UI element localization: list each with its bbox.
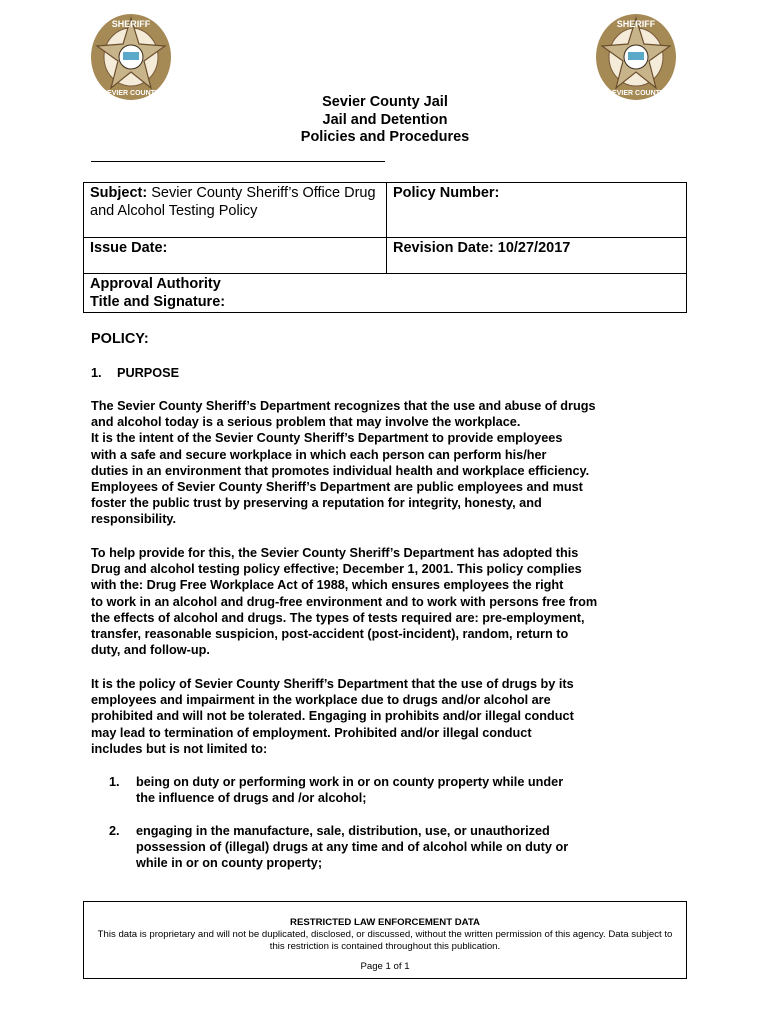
heading-line-1: Sevier County Jail <box>322 94 448 110</box>
paragraph-3 <box>91 676 661 757</box>
list-item-line: while in or on county property; <box>136 856 323 871</box>
svg-text:SHERIFF: SHERIFF <box>616 19 656 29</box>
paragraph-2 <box>91 545 661 658</box>
policy-heading: POLICY: <box>91 331 149 347</box>
paragraph-line: It is the intent of the Sevier County Sheriff’s Department to provide employees <box>91 431 563 446</box>
policy-number-cell: Policy Number: <box>387 183 687 238</box>
paragraph-line: The Sevier County Sheriff’s Department recognizes that the use and abuse of drugs <box>91 399 596 413</box>
list-item-number: 1. <box>109 775 120 789</box>
document-heading <box>0 94 770 147</box>
subject-value: Sevier County Sheriff’s Office Drug and Alcohol Testing Policy <box>90 185 376 219</box>
svg-text:SEVIER COUNTY: SEVIER COUNTY <box>102 90 160 97</box>
paragraph-line: to work in an alcohol and drug-free environment and to work with persons free from <box>91 594 598 609</box>
paragraph-line: includes but is not limited to: <box>91 741 268 756</box>
paragraph-line: Drug and alcohol testing policy effective; December 1, 2001. This policy complies <box>91 562 582 577</box>
policy-info-table <box>83 182 687 313</box>
paragraph-line: transfer, reasonable suspicion, post-accident (post-incident), random, return to <box>91 627 569 642</box>
list-item-line: engaging in the manufacture, sale, distribution, use, or unauthorized <box>136 824 550 838</box>
list-item-line: being on duty or performing work in or on county property while under <box>136 775 564 789</box>
revision-date-cell: Revision Date: 10/27/2017 <box>387 238 687 274</box>
heading-line-2: Jail and Detention <box>322 111 448 128</box>
footer-body: This data is proprietary and will not be duplicated, disclosed, or discussed, without the written permission of this agency. Data subject to this restriction is contained throughout this publication. <box>97 929 673 952</box>
approval-line-2: Title and Signature: <box>90 294 226 310</box>
page-number: Page 1 of 1 <box>360 961 410 972</box>
section-number: 1. <box>91 366 102 380</box>
paragraph-line: prohibited and will not be tolerated. Engaging in prohibits and/or illegal conduct <box>91 709 574 724</box>
svg-text:SHERIFF: SHERIFF <box>111 19 151 29</box>
footer-heading: RESTRICTED LAW ENFORCEMENT DATA <box>290 917 480 928</box>
paragraph-line: responsibility. <box>91 512 177 527</box>
paragraph-1 <box>91 398 661 528</box>
list-item-line: possession of (illegal) drugs at any time and of alcohol while on duty or <box>136 840 569 855</box>
paragraph-line: the effects of alcohol and drugs. The types of tests required are: pre-employment, <box>91 610 585 625</box>
paragraph-line: and alcohol today is a serious problem that may involve the workplace. <box>91 415 521 430</box>
paragraph-line: To help provide for this, the Sevier County Sheriff’s Department has adopted this <box>91 546 579 560</box>
issue-date-cell: Issue Date: <box>84 238 387 274</box>
paragraph-line: may lead to termination of employment. Prohibited and/or illegal conduct <box>91 725 532 740</box>
list-item-number: 2. <box>109 824 120 838</box>
paragraph-line: with a safe and secure workplace in which each person can perform his/her <box>91 447 547 462</box>
paragraph-line: foster the public trust by preserving a reputation for integrity, honesty, and <box>91 496 542 511</box>
sheriff-seal-right <box>594 10 678 102</box>
heading-line-3: Policies and Procedures <box>300 129 470 145</box>
list-item-line: the influence of drugs and /or alcohol; <box>136 791 367 806</box>
paragraph-line: with the: Drug Free Workplace Act of 1988, which ensures employees the right <box>91 578 564 593</box>
heading-rule <box>91 161 385 162</box>
subject-label: Subject: <box>90 185 148 201</box>
approval-line-1: Approval Authority <box>90 276 221 292</box>
section-title: PURPOSE <box>117 366 180 380</box>
paragraph-line: duty, and follow-up. <box>91 643 210 658</box>
sheriff-seal-left <box>89 10 173 102</box>
list-item <box>109 774 629 806</box>
paragraph-line: Employees of Sevier County Sheriff’s Department are public employees and must <box>91 480 583 495</box>
approval-cell <box>84 274 687 313</box>
subject-cell <box>84 183 387 238</box>
list-item <box>109 823 629 872</box>
svg-text:SEVIER COUNTY: SEVIER COUNTY <box>607 90 665 97</box>
paragraph-line: It is the policy of Sevier County Sheriff’s Department that the use of drugs by its <box>91 677 574 691</box>
paragraph-line: duties in an environment that promotes individual health and workplace efficiency. <box>91 463 590 478</box>
section-heading <box>91 366 179 380</box>
paragraph-line: employees and impairment in the workplace due to drugs and/or alcohol are <box>91 693 551 708</box>
restricted-data-footer <box>83 901 687 979</box>
